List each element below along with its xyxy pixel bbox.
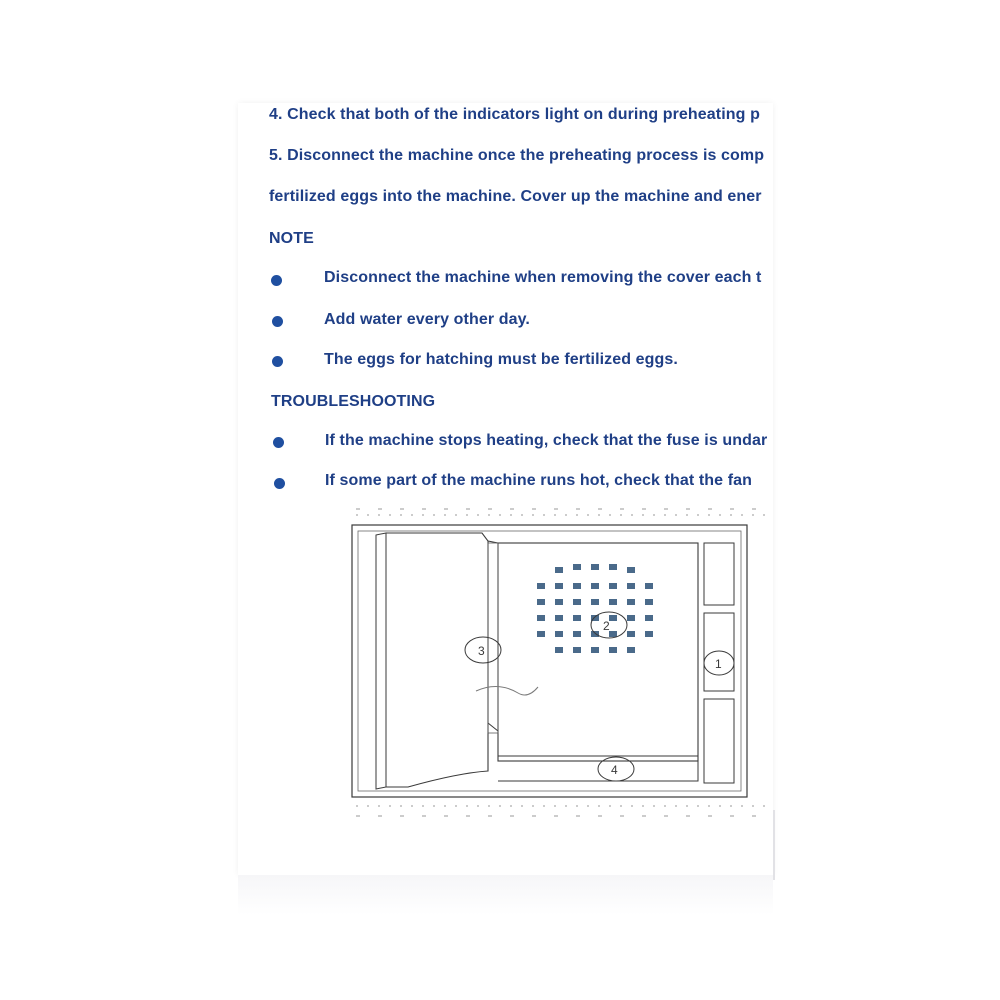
callout-label: 3: [478, 644, 485, 658]
callout-1: [704, 651, 734, 675]
bullet-icon: [272, 356, 283, 367]
manual-page: [238, 103, 773, 875]
note-item: Add water every other day.: [324, 311, 530, 328]
next-page-edge: [773, 810, 775, 880]
callout-3: [465, 637, 501, 663]
bullet-icon: [274, 478, 285, 489]
callout-label: 1: [715, 657, 722, 671]
right-compartment-top: [704, 543, 734, 605]
bottom-dimension-ticks: [356, 806, 773, 816]
vent-grid: [537, 564, 653, 653]
step-5-continuation: fertilized eggs into the machine. Cover up the machine and ener: [269, 188, 762, 205]
note-item: Disconnect the machine when removing the cover each t: [324, 269, 762, 286]
wire-sketch: [476, 686, 538, 695]
note-heading: NOTE: [269, 230, 314, 247]
troubleshooting-item: If the machine stops heating, check that the fuse is undar: [325, 432, 768, 449]
step-4-text: 4. Check that both of the indicators light on during preheating p: [269, 106, 760, 123]
right-compartment-mid: [704, 613, 734, 691]
bullet-icon: [271, 275, 282, 286]
step-5-text: 5. Disconnect the machine once the preheating process is comp: [269, 147, 765, 164]
bullet-icon: [272, 316, 283, 327]
left-panel: [376, 533, 386, 789]
incubator-diagram: [348, 501, 773, 846]
callout-label: 2: [603, 619, 610, 633]
right-compartment-bottom: [704, 699, 734, 783]
bullet-icon: [273, 437, 284, 448]
troubleshooting-heading: TROUBLESHOOTING: [271, 393, 436, 410]
troubleshooting-item: If some part of the machine runs hot, check that the fan: [325, 472, 752, 489]
top-dimension-ticks: [356, 509, 773, 515]
callout-label: 4: [611, 763, 618, 777]
page-shadow: [238, 875, 773, 915]
note-item: The eggs for hatching must be fertilized eggs.: [324, 351, 678, 368]
